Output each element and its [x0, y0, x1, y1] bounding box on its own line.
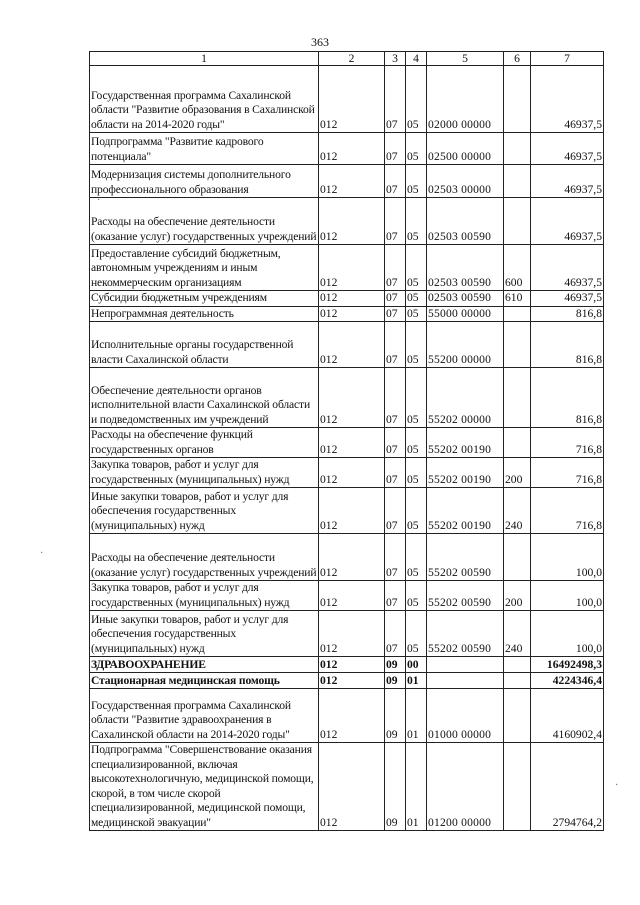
section-code-cell: 07: [385, 611, 406, 657]
row-name-cell: Иные закупки товаров, работ и услуг для обеспечения государственных (муниципальных) нужд: [90, 488, 319, 534]
expense-type-cell: 200: [504, 581, 531, 611]
ministry-code-cell: 012: [319, 458, 385, 488]
amount-cell: 100,0: [531, 611, 604, 657]
section-code-cell: 07: [385, 534, 406, 581]
column-header: 7: [531, 52, 604, 66]
row-name-cell: ЗДРАВООХРАНЕНИЕ: [90, 657, 319, 673]
ministry-code-cell: 012: [319, 198, 385, 245]
amount-cell: 46937,5: [531, 198, 604, 245]
ministry-code-cell: 012: [319, 368, 385, 428]
row-name-cell: Иные закупки товаров, работ и услуг для обеспечения государственных (муниципальных) нужд: [90, 611, 319, 657]
expense-type-cell: 240: [504, 611, 531, 657]
expense-type-cell: 200: [504, 458, 531, 488]
amount-cell: 716,8: [531, 458, 604, 488]
ministry-code-cell: 012: [319, 291, 385, 307]
section-code-cell: 07: [385, 165, 406, 198]
target-article-cell: 55202 00000: [427, 368, 504, 428]
subsection-code-cell: 05: [406, 198, 427, 245]
ministry-code-cell: 012: [319, 66, 385, 133]
subsection-code-cell: 01: [406, 743, 427, 831]
column-header: 5: [427, 52, 504, 66]
section-code-cell: 07: [385, 66, 406, 133]
expense-type-cell: [504, 428, 531, 458]
target-article-cell: 55000 00000: [427, 306, 504, 322]
row-name-cell: Подпрограмма "Совершенствование оказания специализированной, включая высокотехнологичную, медицинской помощи, скорой, в том числе скорой специализированной, медицинской помощи, медицинской эвакуации": [90, 743, 319, 831]
expense-type-cell: [504, 133, 531, 165]
subsection-code-cell: 05: [406, 291, 427, 307]
target-article-cell: 55202 00590: [427, 534, 504, 581]
section-code-cell: 07: [385, 291, 406, 307]
budget-table: [89, 51, 604, 831]
row-name-cell: Государственная программа Сахалинской области "Развитие здравоохранения в Сахалинской области на 2014-2020 годы": [90, 689, 319, 743]
target-article-cell: 02503 00590: [427, 245, 504, 291]
ministry-code-cell: 012: [319, 743, 385, 831]
ministry-code-cell: 012: [319, 133, 385, 165]
table-row: [90, 133, 604, 165]
ministry-code-cell: 012: [319, 306, 385, 322]
target-article-cell: 02503 00590: [427, 291, 504, 307]
amount-cell: 2794764,2: [531, 743, 604, 831]
table-row: [90, 368, 604, 428]
table-row: [90, 673, 604, 689]
table-row: [90, 291, 604, 307]
expense-type-cell: [504, 673, 531, 689]
target-article-cell: 55202 00590: [427, 581, 504, 611]
column-header: 3: [385, 52, 406, 66]
table-body: [90, 66, 604, 831]
ministry-code-cell: 012: [319, 689, 385, 743]
target-article-cell: 01000 00000: [427, 689, 504, 743]
subsection-code-cell: 05: [406, 581, 427, 611]
subsection-code-cell: 05: [406, 322, 427, 368]
ministry-code-cell: 012: [319, 165, 385, 198]
expense-type-cell: 240: [504, 488, 531, 534]
row-name-cell: Обеспечение деятельности органов исполнительной власти Сахалинской области и подведомственных им учреждений: [90, 368, 319, 428]
ministry-code-cell: 012: [319, 488, 385, 534]
expense-type-cell: [504, 198, 531, 245]
ministry-code-cell: 012: [319, 428, 385, 458]
target-article-cell: 02000 00000: [427, 66, 504, 133]
row-name-cell: Исполнительные органы государственной власти Сахалинской области: [90, 322, 319, 368]
table-row: [90, 322, 604, 368]
ministry-code-cell: 012: [319, 673, 385, 689]
target-article-cell: 55202 00590: [427, 611, 504, 657]
ministry-code-cell: 012: [319, 534, 385, 581]
table-row: [90, 611, 604, 657]
table-row: [90, 198, 604, 245]
section-code-cell: 07: [385, 198, 406, 245]
target-article-cell: 02500 00000: [427, 133, 504, 165]
table-row: [90, 306, 604, 322]
amount-cell: 46937,5: [531, 291, 604, 307]
section-code-cell: 07: [385, 368, 406, 428]
target-article-cell: [427, 657, 504, 673]
target-article-cell: 02503 00590: [427, 198, 504, 245]
target-article-cell: 55200 00000: [427, 322, 504, 368]
row-name-cell: Подпрограмма "Развитие кадрового потенциала": [90, 133, 319, 165]
amount-cell: 816,8: [531, 322, 604, 368]
amount-cell: 46937,5: [531, 133, 604, 165]
row-name-cell: Предоставление субсидий бюджетным, автономным учреждениям и иным некоммерческим организациям: [90, 245, 319, 291]
ministry-code-cell: 012: [319, 657, 385, 673]
scan-speck: ·: [97, 195, 101, 206]
row-name-cell: Непрограммная деятельность: [90, 306, 319, 322]
section-code-cell: 09: [385, 657, 406, 673]
subsection-code-cell: 05: [406, 306, 427, 322]
section-code-cell: 09: [385, 689, 406, 743]
section-code-cell: 07: [385, 245, 406, 291]
target-article-cell: 55202 00190: [427, 458, 504, 488]
row-name-cell: Закупка товаров, работ и услуг для государственных (муниципальных) нужд: [90, 581, 319, 611]
scan-speck: ·: [40, 548, 44, 559]
subsection-code-cell: 01: [406, 673, 427, 689]
column-header: 2: [319, 52, 385, 66]
ministry-code-cell: 012: [319, 581, 385, 611]
expense-type-cell: [504, 66, 531, 133]
row-name-cell: Расходы на обеспечение деятельности (оказание услуг) государственных учреждений: [90, 198, 319, 245]
section-code-cell: 07: [385, 428, 406, 458]
table-row: [90, 165, 604, 198]
section-code-cell: 07: [385, 306, 406, 322]
subsection-code-cell: 01: [406, 689, 427, 743]
amount-cell: 716,8: [531, 428, 604, 458]
row-name-cell: Государственная программа Сахалинской области "Развитие образования в Сахалинской области на 2014-2020 годы": [90, 66, 319, 133]
amount-cell: 716,8: [531, 488, 604, 534]
table-row: [90, 458, 604, 488]
column-header: 6: [504, 52, 531, 66]
subsection-code-cell: 05: [406, 488, 427, 534]
amount-cell: 100,0: [531, 581, 604, 611]
section-code-cell: 07: [385, 133, 406, 165]
expense-type-cell: [504, 743, 531, 831]
target-article-cell: 55202 00190: [427, 428, 504, 458]
amount-cell: 816,8: [531, 306, 604, 322]
expense-type-cell: [504, 689, 531, 743]
expense-type-cell: [504, 534, 531, 581]
expense-type-cell: [504, 322, 531, 368]
target-article-cell: 02503 00000: [427, 165, 504, 198]
target-article-cell: [427, 673, 504, 689]
page-number: 363: [311, 35, 329, 49]
target-article-cell: 55202 00190: [427, 488, 504, 534]
table-row: [90, 743, 604, 831]
row-name-cell: Закупка товаров, работ и услуг для государственных (муниципальных) нужд: [90, 458, 319, 488]
amount-cell: 46937,5: [531, 245, 604, 291]
subsection-code-cell: 05: [406, 611, 427, 657]
ministry-code-cell: 012: [319, 611, 385, 657]
expense-type-cell: [504, 165, 531, 198]
subsection-code-cell: 05: [406, 534, 427, 581]
row-name-cell: Субсидии бюджетным учреждениям: [90, 291, 319, 307]
section-code-cell: 07: [385, 322, 406, 368]
amount-cell: 46937,5: [531, 165, 604, 198]
expense-type-cell: 600: [504, 245, 531, 291]
amount-cell: 4160902,4: [531, 689, 604, 743]
row-name-cell: Расходы на обеспечение функций государственных органов: [90, 428, 319, 458]
target-article-cell: 01200 00000: [427, 743, 504, 831]
table-row: [90, 245, 604, 291]
amount-cell: 100,0: [531, 534, 604, 581]
subsection-code-cell: 05: [406, 245, 427, 291]
section-code-cell: 09: [385, 743, 406, 831]
table-row: [90, 428, 604, 458]
ministry-code-cell: 012: [319, 245, 385, 291]
row-name-cell: Модернизация системы дополнительного профессионального образования: [90, 165, 319, 198]
subsection-code-cell: 05: [406, 66, 427, 133]
table-row: [90, 534, 604, 581]
amount-cell: 16492498,3: [531, 657, 604, 673]
amount-cell: 46937,5: [531, 66, 604, 133]
ministry-code-cell: 012: [319, 322, 385, 368]
subsection-code-cell: 05: [406, 368, 427, 428]
expense-type-cell: [504, 306, 531, 322]
subsection-code-cell: 00: [406, 657, 427, 673]
subsection-code-cell: 05: [406, 133, 427, 165]
table-row: [90, 689, 604, 743]
expense-type-cell: [504, 657, 531, 673]
subsection-code-cell: 05: [406, 165, 427, 198]
table-row: [90, 488, 604, 534]
row-name-cell: Расходы на обеспечение деятельности (оказание услуг) государственных учреждений: [90, 534, 319, 581]
column-header: 4: [406, 52, 427, 66]
subsection-code-cell: 05: [406, 458, 427, 488]
amount-cell: 816,8: [531, 368, 604, 428]
table-row: [90, 657, 604, 673]
section-code-cell: 09: [385, 673, 406, 689]
section-code-cell: 07: [385, 458, 406, 488]
row-name-cell: Стационарная медицинская помощь: [90, 673, 319, 689]
amount-cell: 4224346,4: [531, 673, 604, 689]
expense-type-cell: 610: [504, 291, 531, 307]
column-header: 1: [90, 52, 319, 66]
section-code-cell: 07: [385, 488, 406, 534]
section-code-cell: 07: [385, 581, 406, 611]
scan-speck: ·: [615, 780, 619, 791]
table-row: [90, 581, 604, 611]
table-header-row: [90, 52, 604, 66]
subsection-code-cell: 05: [406, 428, 427, 458]
expense-type-cell: [504, 368, 531, 428]
table-row: [90, 66, 604, 133]
